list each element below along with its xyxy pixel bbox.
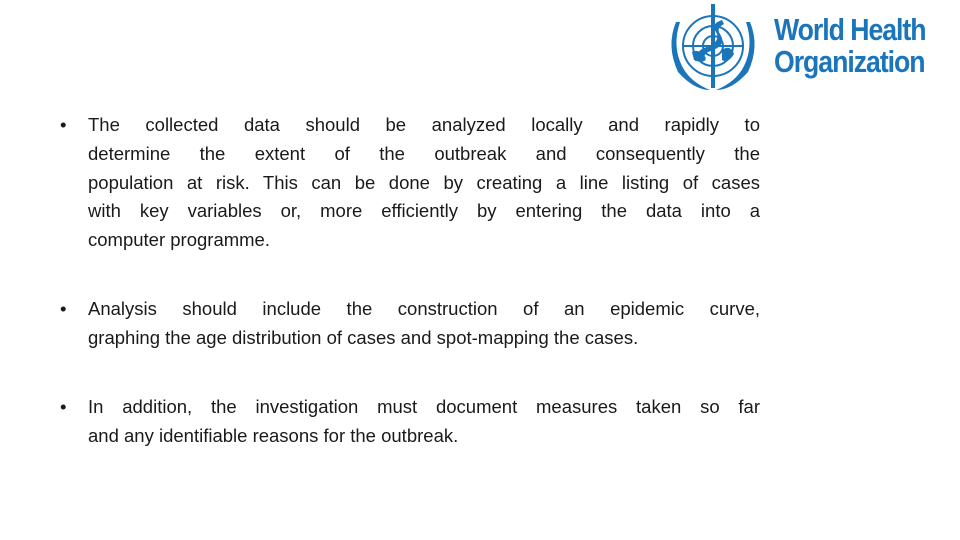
text-line: The collected data should be analyzed locally and rapidly to [88,114,760,135]
bullet-point-icon: • [60,114,67,135]
who-emblem-icon [664,2,762,94]
who-logo [664,2,959,94]
text-line: computer programme. [88,229,270,251]
logo-text-line2: Organization [774,44,925,79]
text-line: population at risk. This can be done by creating a line listing of cases [88,171,760,193]
text-line: determine the extent of the outbreak and consequently the [88,142,760,164]
text-line: Analysis should include the construction of an epidemic curve, [88,298,760,319]
logo-text-line1: World Health [774,12,926,47]
text-line: In addition, the investigation must document measures taken so far [88,396,760,417]
who-logo-text [774,14,926,78]
text-line: and any identifiable reasons for the outbreak. [88,424,459,446]
text-line: graphing the age distribution of cases and spot-mapping the cases. [88,326,639,348]
bullet-point-icon: • [60,298,67,319]
bullet-point-icon: • [60,396,67,417]
text-line: with key variables or, more efficiently by entering the data into a [88,200,760,222]
